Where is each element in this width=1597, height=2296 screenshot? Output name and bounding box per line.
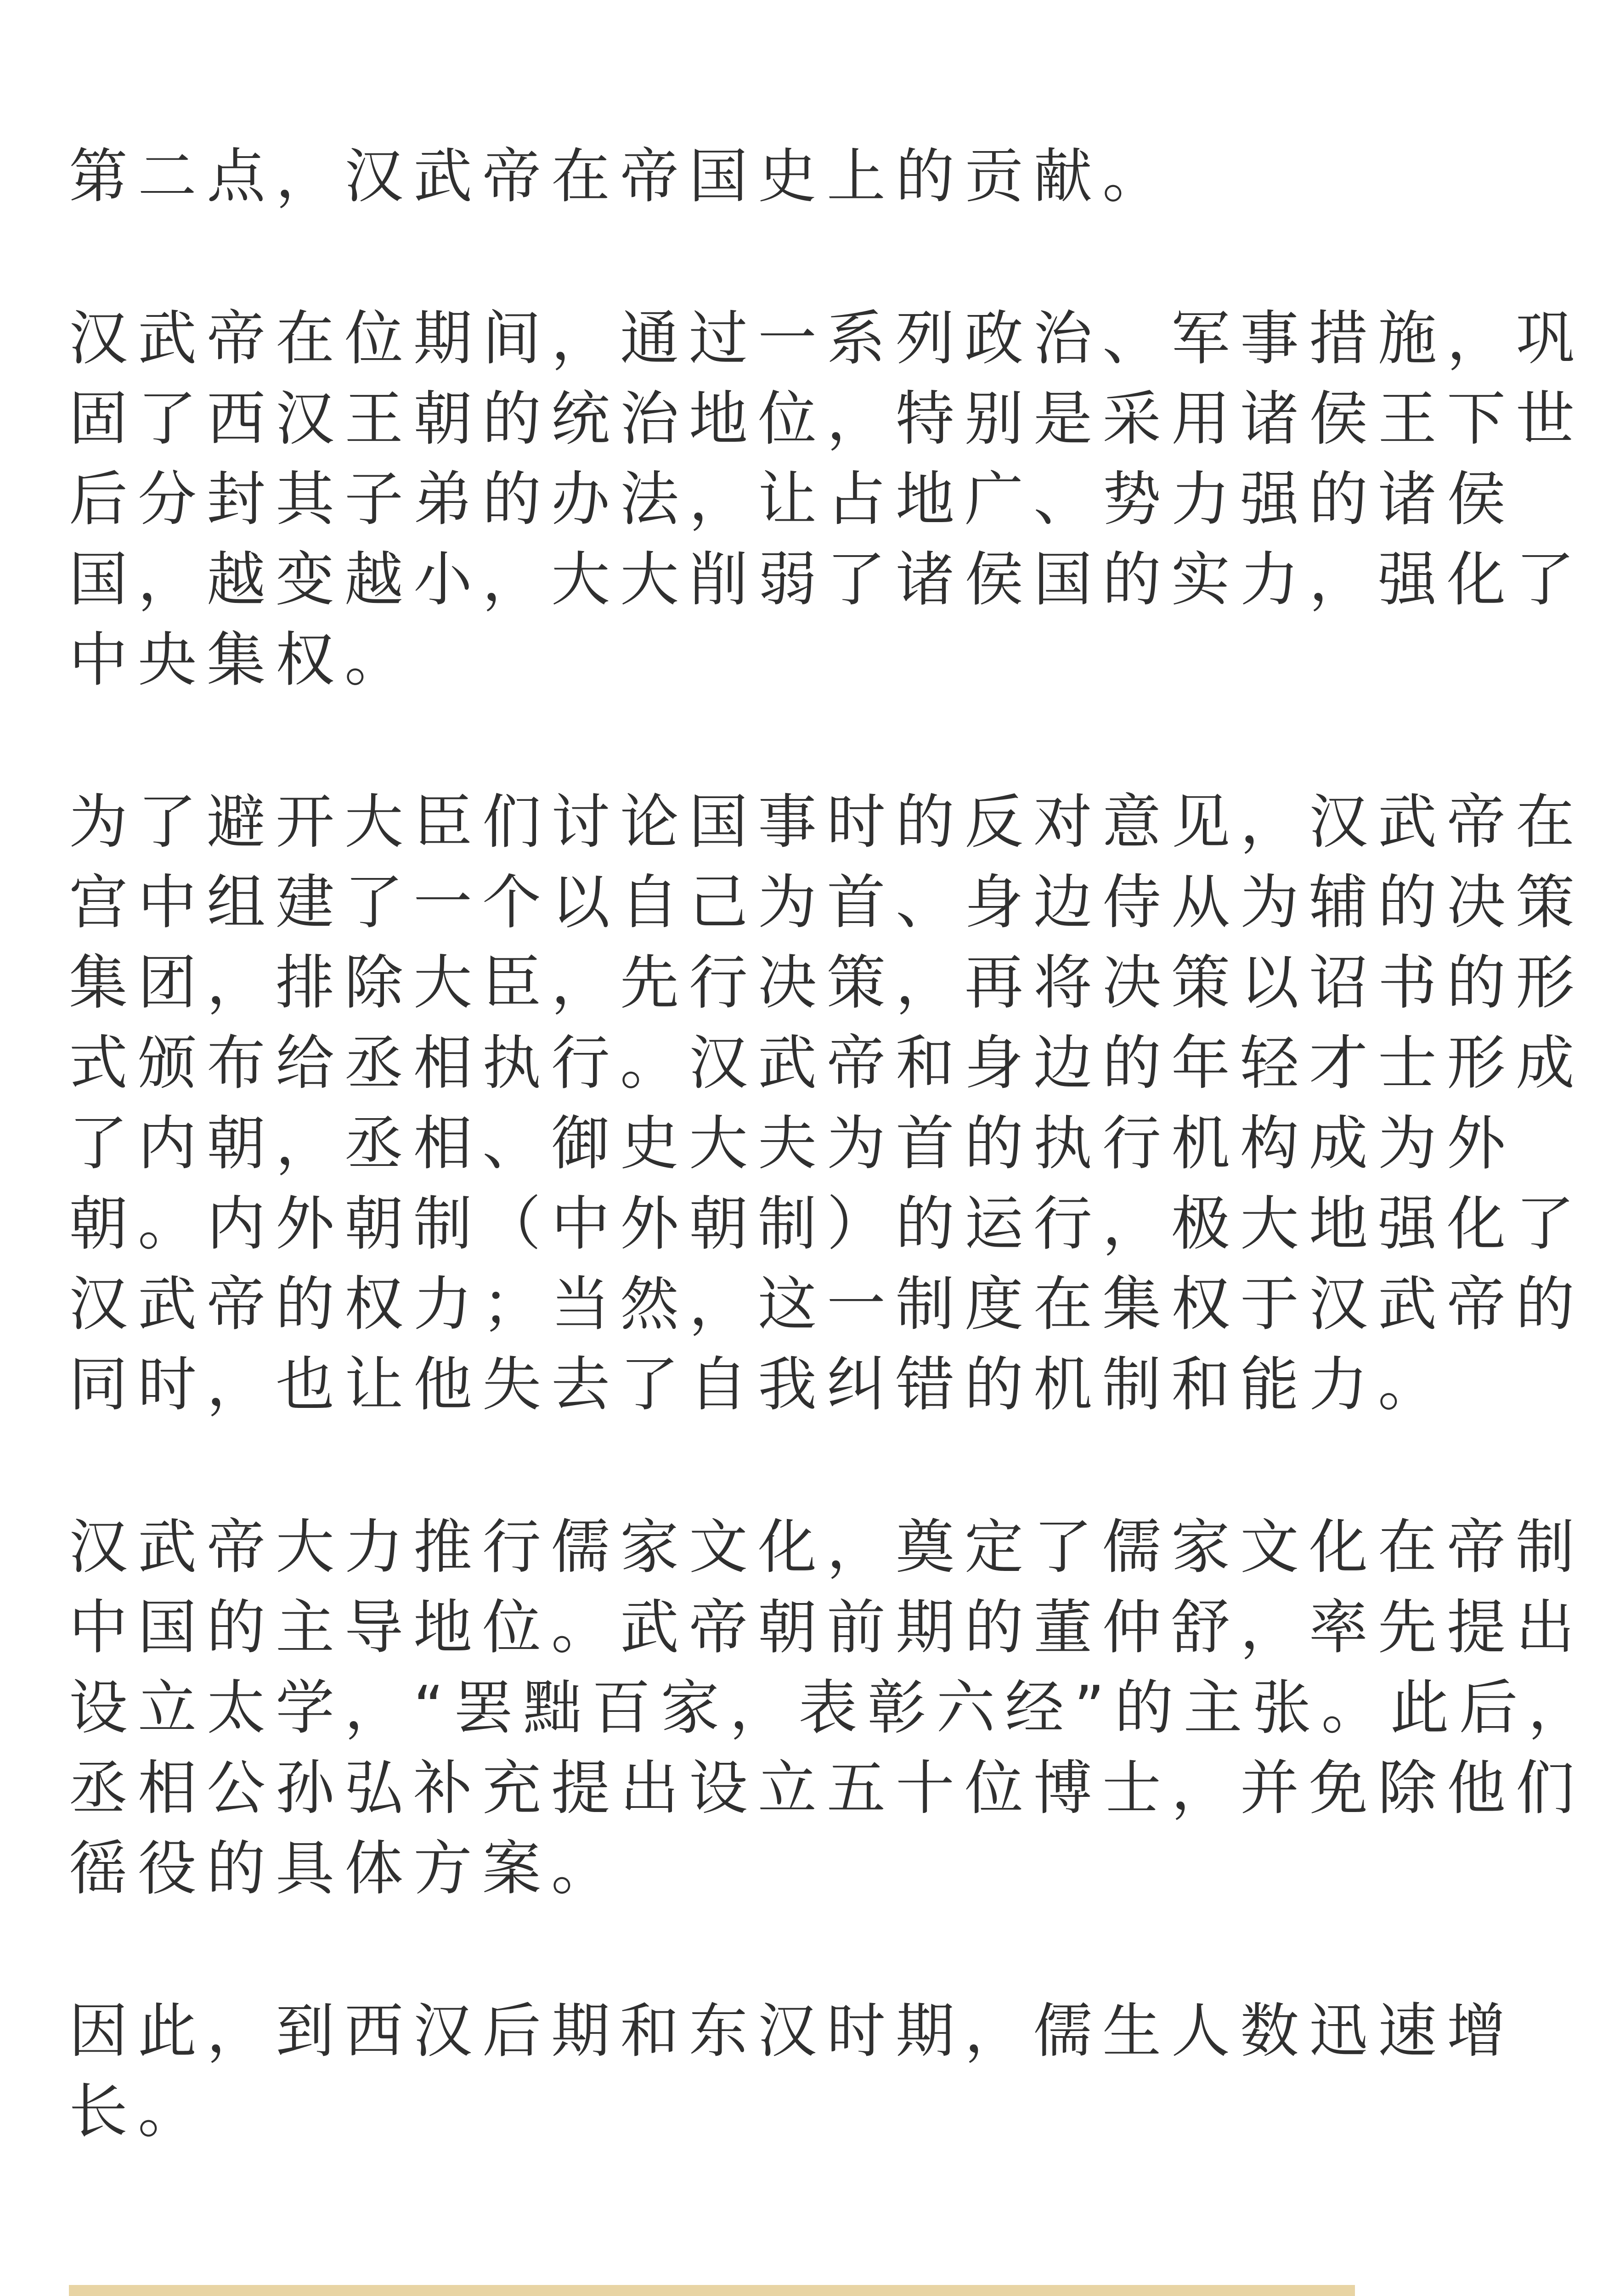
paragraph-line: 丞相公孙弘补充提出设立五十位博士，并免除他们 bbox=[69, 1754, 1585, 1823]
paragraph-line: 集团，排除大臣，先行决策，再将决策以诏书的形 bbox=[69, 949, 1585, 1017]
paragraph-line: 式颁布给丞相执行。汉武帝和身边的年轻才士形成 bbox=[69, 1029, 1585, 1097]
paragraph bbox=[69, 782, 1585, 1425]
paragraph-line: 后分封其子弟的办法，让占地广、势力强的诸侯 bbox=[69, 465, 1516, 534]
paragraph bbox=[69, 1991, 1516, 2152]
paragraph-line: 因此，到西汉后期和东汉时期，儒生人数迅速增 bbox=[69, 1997, 1516, 2065]
paragraph-line: 为了避开大臣们讨论国事时的反对意见，汉武帝在 bbox=[69, 788, 1585, 856]
paragraph-line: 汉武帝大力推行儒家文化，奠定了儒家文化在帝制 bbox=[69, 1513, 1585, 1581]
paragraph-line: 宫中组建了一个以自己为首、身边侍从为辅的决策 bbox=[69, 868, 1585, 937]
paragraph-line: 汉武帝的权力；当然，这一制度在集权于汉武帝的 bbox=[69, 1270, 1585, 1339]
paragraph-line: 汉武帝在位期间，通过一系列政治、军事措施，巩 bbox=[69, 304, 1585, 373]
book-illustration bbox=[69, 2285, 1355, 2296]
paragraph-line: 第二点，汉武帝在帝国史上的贡献。 bbox=[69, 142, 1172, 211]
paragraph-line: 中央集权。 bbox=[69, 626, 414, 694]
paragraph-line: 设立太学，“罢黜百家，表彰六经”的主张。此后， bbox=[69, 1674, 1597, 1742]
paragraph bbox=[69, 298, 1585, 700]
paragraph-line: 了内朝，丞相、御史大夫为首的执行机构成为外 bbox=[69, 1109, 1516, 1178]
paragraph-line: 长。 bbox=[69, 2077, 207, 2146]
paragraph-line: 中国的主导地位。武帝朝前期的董仲舒，率先提出 bbox=[69, 1593, 1585, 1662]
paragraph bbox=[69, 1507, 1597, 1909]
paragraph-line: 徭役的具体方案。 bbox=[69, 1835, 621, 1903]
paragraph bbox=[69, 136, 1364, 217]
paragraph-line: 固了西汉王朝的统治地位，特别是采用诸侯王下世 bbox=[69, 385, 1585, 453]
paragraph-line: 同时，也让他失去了自我纠错的机制和能力。 bbox=[69, 1351, 1447, 1419]
paragraph-line: 国，越变越小，大大削弱了诸侯国的实力，强化了 bbox=[69, 546, 1585, 614]
paragraph-line: 朝。内外朝制（中外朝制）的运行，极大地强化了 bbox=[69, 1190, 1585, 1258]
